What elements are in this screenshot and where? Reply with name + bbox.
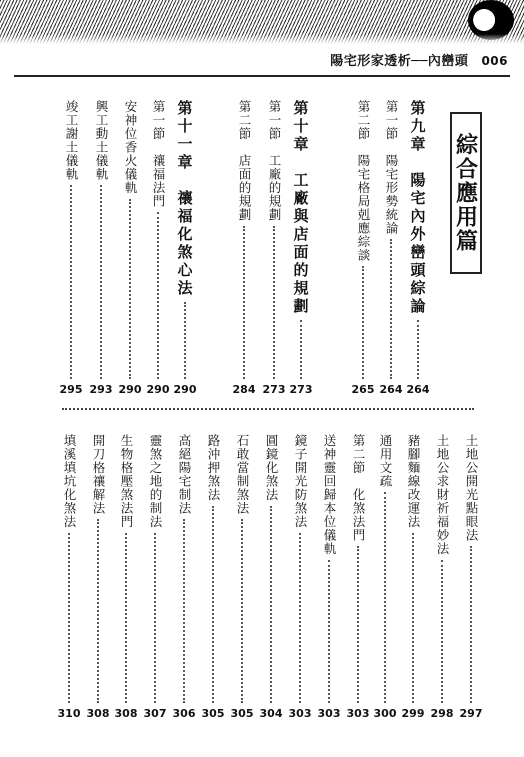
toc-entry: [144, 434, 166, 720]
toc-page-number: 299: [401, 707, 425, 720]
toc-page-number: 284: [232, 383, 256, 396]
toc-entry: [460, 434, 482, 720]
toc-entry-title: 開刀格禳解法: [91, 434, 106, 515]
leader-dots: [273, 226, 275, 380]
toc-entry-title: 安神位香火儀軌: [123, 100, 138, 195]
leader-dots: [184, 302, 186, 379]
toc-entry: [352, 100, 374, 396]
toc-entry-title: 石敢當制煞法: [235, 434, 250, 515]
toc-entry-title: 豬腳麵線改運法: [406, 434, 421, 529]
toc-entry: [115, 434, 137, 720]
toc-entry-title: 圓鏡化煞法: [264, 434, 279, 502]
page-number: 006: [481, 54, 508, 68]
leader-dots: [417, 320, 419, 379]
toc-entry: [402, 434, 424, 720]
toc-entry: [90, 100, 112, 396]
toc-page-number: 297: [459, 707, 483, 720]
toc-entry: [87, 434, 109, 720]
toc-entry-title: 第十章 工廠與店面的規劃: [291, 100, 310, 316]
toc-entry-title: 路沖押煞法: [206, 434, 221, 502]
toc-chapter: [174, 100, 196, 396]
toc-entry: [233, 100, 255, 396]
toc-entry: [263, 100, 285, 396]
toc-entry: [318, 434, 340, 720]
leader-dots: [300, 320, 302, 379]
toc-entry-title: 興工動土儀軌: [94, 100, 109, 181]
toc-entry-title: 第十一章 禳福化煞心法: [175, 100, 194, 298]
header-rule: [14, 75, 510, 77]
leader-dots: [357, 546, 359, 703]
toc-entry: [431, 434, 453, 720]
toc-page-number: 303: [288, 707, 312, 720]
toc-page-number: 264: [379, 383, 403, 396]
toc-entry-title: 第一節 工廠的規劃: [267, 100, 282, 222]
toc-entry: [60, 100, 82, 396]
leader-dots: [412, 533, 414, 704]
leader-dots: [100, 185, 102, 379]
toc-page-number: 305: [230, 707, 254, 720]
decorative-header-band: [0, 0, 524, 44]
toc-entry-title: 第二節 陽宅格局剋應綜談: [356, 100, 371, 262]
toc-chapter: [407, 100, 429, 396]
leader-dots: [362, 266, 364, 379]
section-title-box: [450, 112, 482, 274]
toc-page-number: 304: [259, 707, 283, 720]
toc-entry-title: 土地公求財祈福妙法: [435, 434, 450, 556]
toc-page-number: 307: [143, 707, 167, 720]
leader-dots: [243, 226, 245, 380]
toc-entry: [119, 100, 141, 396]
toc-page-number: 290: [173, 383, 197, 396]
toc-page-number: 305: [201, 707, 225, 720]
leader-dots: [384, 492, 386, 703]
toc-page-number: 303: [317, 707, 341, 720]
toc-entry: [380, 100, 402, 396]
toc-entry-title: 通用文疏: [378, 434, 393, 488]
toc-page-number: 295: [59, 383, 83, 396]
toc-entry: [231, 434, 253, 720]
leader-dots: [212, 506, 214, 704]
toc-entry: [58, 434, 80, 720]
toc-entry: [347, 434, 369, 720]
leader-dots: [328, 560, 330, 704]
toc-page-number: 310: [57, 707, 81, 720]
leader-dots: [183, 519, 185, 703]
leader-dots: [270, 506, 272, 704]
toc-entry-title: 生物格壓煞法門: [119, 434, 134, 529]
leader-dots: [70, 185, 72, 379]
toc-entry-title: 靈煞之地的制法: [148, 434, 163, 529]
toc-entry: [202, 434, 224, 720]
toc-page-number: 298: [430, 707, 454, 720]
toc-page-number: 290: [118, 383, 142, 396]
toc-entry-title: 送神靈回歸本位儀軌: [322, 434, 337, 556]
toc-entry-title: 鏡子開光防煞法: [293, 434, 308, 529]
leader-dots: [129, 199, 131, 380]
section-divider: [62, 408, 474, 410]
leader-dots: [299, 533, 301, 704]
toc-page-number: 306: [172, 707, 196, 720]
toc-chapter: [290, 100, 312, 396]
toc-page-number: 264: [406, 383, 430, 396]
toc-page-number: 290: [146, 383, 170, 396]
leader-dots: [441, 560, 443, 704]
toc-entry-title: 填溪填坑化煞法: [62, 434, 77, 529]
toc-entry-title: 第二節 店面的規劃: [237, 100, 252, 222]
leader-dots: [470, 546, 472, 703]
toc-entry: [374, 434, 396, 720]
leader-dots: [97, 519, 99, 703]
toc-page-number: 265: [351, 383, 375, 396]
toc-entry: [289, 434, 311, 720]
toc-entry-title: 第一節 陽宅形勢統論: [384, 100, 399, 235]
leader-dots: [157, 212, 159, 379]
leader-dots: [241, 519, 243, 703]
yin-yang-icon: [468, 0, 514, 40]
toc-entry: [147, 100, 169, 396]
leader-dots: [390, 239, 392, 379]
toc-page-number: 303: [346, 707, 370, 720]
toc-entry: [173, 434, 195, 720]
toc-entry-title: 高絕陽宅制法: [177, 434, 192, 515]
toc-page-number: 293: [89, 383, 113, 396]
book-title: 陽宅形家透析──內巒頭: [330, 54, 469, 69]
toc-page-number: 300: [373, 707, 397, 720]
leader-dots: [125, 533, 127, 704]
toc-entry-title: 土地公開光點眼法: [464, 434, 479, 542]
leader-dots: [154, 533, 156, 704]
toc-entry-title: 竣工謝土儀軌: [64, 100, 79, 181]
toc-entry-title: 第二節 化煞法門: [351, 434, 366, 542]
section-title: 綜合應用篇: [452, 133, 479, 253]
leader-dots: [68, 533, 70, 704]
toc-page-number: 308: [114, 707, 138, 720]
running-header: [330, 50, 508, 69]
toc-page-number: 273: [262, 383, 286, 396]
toc-page-number: 273: [289, 383, 313, 396]
toc-entry: [260, 434, 282, 720]
toc-page-number: 308: [86, 707, 110, 720]
toc-entry-title: 第一節 禳福法門: [151, 100, 166, 208]
toc-entry-title: 第九章 陽宅內外巒頭綜論: [408, 100, 427, 316]
